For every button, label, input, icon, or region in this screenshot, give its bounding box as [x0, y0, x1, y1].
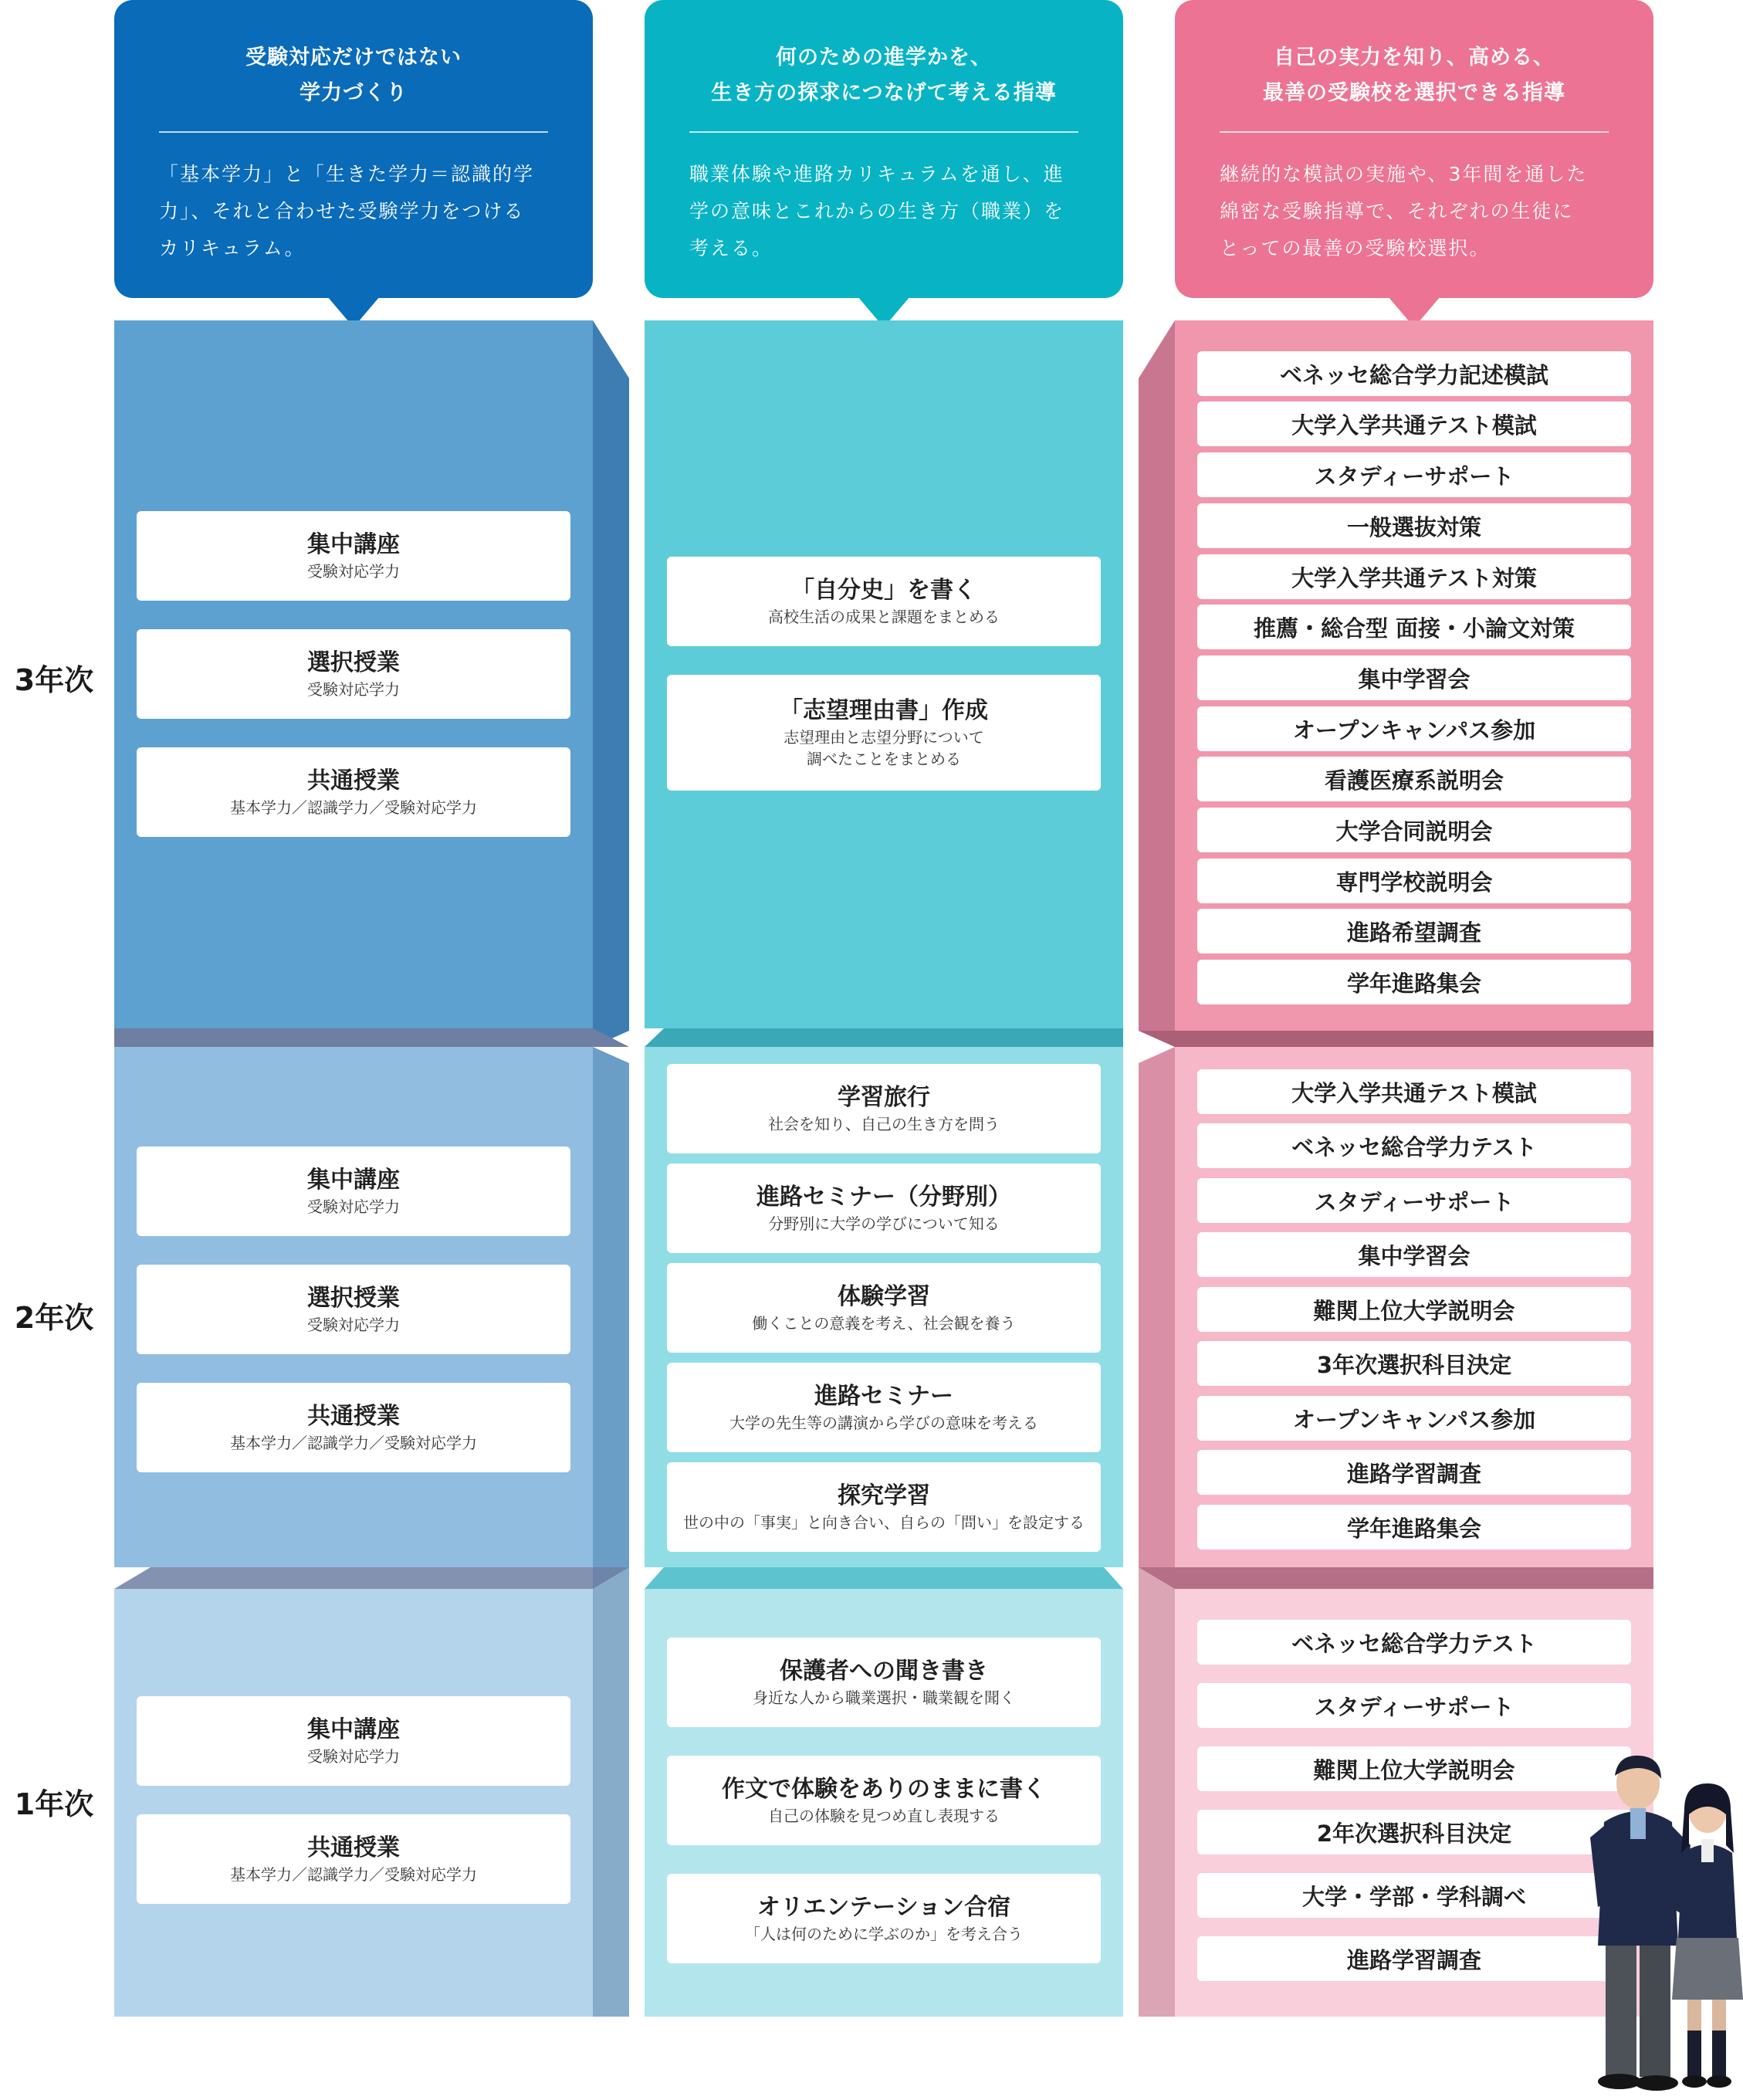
col3-y3-item-6: 推薦・総合型 面接・小論文対策 — [1197, 605, 1631, 649]
item-subtitle-2: 調べたことをまとめる — [807, 750, 961, 768]
col1-y2-item-2 — [137, 1265, 570, 1354]
item-subtitle: 基本学力／認識学力／受験対応学力 — [230, 1434, 477, 1452]
boy-figure — [1590, 1756, 1691, 2091]
col3-y2-item-5: 難関上位大学説明会 — [1197, 1287, 1631, 1332]
item-title: 作文で体験をありのままに書く — [722, 1776, 1046, 1803]
col3-y1-item-3: 難関上位大学説明会 — [1197, 1746, 1631, 1791]
item-title: 共通授業 — [307, 1403, 400, 1430]
col3-y2-item-2: ベネッセ総合学力テスト — [1197, 1123, 1631, 1168]
col3-y3-item-5: 大学入学共通テスト対策 — [1197, 554, 1631, 599]
item-title: 共通授業 — [307, 767, 400, 794]
col3-y2-item-3: スタディーサポート — [1197, 1178, 1631, 1223]
col2-y3-item-2 — [667, 675, 1101, 791]
col3-y2-item-8: 進路学習調査 — [1197, 1450, 1631, 1495]
col1-y1-item-2 — [137, 1814, 570, 1904]
item-title: 選択授業 — [307, 649, 400, 676]
col1-y3-item-2 — [137, 629, 570, 719]
students-illustration — [1575, 1753, 1743, 2100]
item-title: 集中講座 — [307, 1167, 400, 1194]
header-col3-title-2: 最善の受験校を選択できる指導 — [1263, 81, 1565, 105]
item-title: 「自分史」を書く — [791, 577, 976, 604]
col2-y2-item-3 — [667, 1263, 1101, 1353]
col2-y3-item-1 — [667, 557, 1101, 646]
item-subtitle: 受験対応学力 — [307, 1316, 400, 1334]
col2-y2-item-1 — [667, 1064, 1101, 1153]
item-title: 体験学習 — [838, 1283, 930, 1310]
col3-y3-item-4: 一般選抜対策 — [1197, 503, 1631, 548]
header-col2-desc-3: 考える。 — [689, 237, 773, 259]
col3-y3-item-13: 学年進路集会 — [1197, 960, 1631, 1004]
col3-y3-item-3: スタディーサポート — [1197, 452, 1631, 497]
col2-y2-item-5 — [667, 1462, 1101, 1552]
item-title: 「志望理由書」作成 — [780, 697, 988, 724]
header-col1-desc-2: 力」、それと合わせた受験学力をつける — [159, 200, 525, 222]
header-col1-title-1: 受験対応だけではない — [245, 46, 462, 69]
col2-y2-item-4 — [667, 1363, 1101, 1452]
col3-y1-item-1: ベネッセ総合学力テスト — [1197, 1620, 1631, 1665]
header-col2-desc-2: 学の意味とこれからの生き方（職業）を — [689, 200, 1065, 222]
header-col1-desc-3: カリキュラム。 — [159, 237, 306, 259]
col1-y1-item-1 — [137, 1696, 570, 1786]
col3-y3-item-1: ベネッセ総合学力記述模試 — [1197, 351, 1631, 396]
item-title: 進路セミナー（分野別） — [756, 1184, 1011, 1211]
item-title: 集中講座 — [307, 531, 400, 558]
item-subtitle: 受験対応学力 — [307, 680, 400, 699]
item-title: 進路セミナー — [814, 1383, 953, 1410]
item-subtitle: 働くことの意義を考え、社会観を養う — [752, 1314, 1016, 1333]
year-label-3: 3年次 — [14, 663, 94, 697]
item-subtitle: 大学の先生等の講演から学びの意味を考える — [729, 1414, 1038, 1432]
header-col3-title-1: 自己の実力を知り、高める、 — [1274, 46, 1555, 69]
col1-y2-item-3 — [137, 1383, 570, 1472]
year-label-2: 2年次 — [14, 1301, 94, 1335]
col3-y1-item-4: 2年次選択科目決定 — [1197, 1810, 1631, 1854]
header-col1-title-2: 学力づくり — [300, 81, 408, 105]
item-subtitle: 社会を知り、自己の生き方を問う — [768, 1115, 1000, 1133]
col3-y3-item-9: 看護医療系説明会 — [1197, 757, 1631, 801]
col1-y3-item-1 — [137, 511, 570, 601]
col2-y1-item-2 — [667, 1756, 1101, 1845]
item-subtitle: 分野別に大学の学びについて知る — [768, 1214, 1000, 1233]
item-subtitle: 自己の体験を見つめ直し表現する — [768, 1807, 1000, 1825]
header-col2-desc-1: 職業体験や進路カリキュラムを通し、進 — [689, 163, 1064, 185]
col3-y3-item-7: 集中学習会 — [1197, 655, 1631, 700]
col3-y3-item-12: 進路希望調査 — [1197, 909, 1631, 953]
header-col3-desc-1: 継続的な模試の実施や、3年間を通した — [1220, 163, 1588, 185]
col3-y2-item-9: 学年進路集会 — [1197, 1505, 1631, 1550]
girl-figure — [1672, 1783, 1743, 2088]
item-subtitle: 受験対応学力 — [307, 1197, 400, 1216]
year-label-1: 1年次 — [14, 1787, 94, 1821]
item-subtitle: 志望理由と志望分野について — [784, 728, 984, 747]
col3-y3-item-8: オープンキャンパス参加 — [1197, 706, 1631, 751]
col2-y1-item-3 — [667, 1874, 1101, 1963]
col2-y1-item-1 — [667, 1638, 1101, 1727]
item-title: 保護者への聞き書き — [780, 1658, 988, 1685]
col1-y3-item-3 — [137, 747, 570, 837]
header-col3-desc-2: 綿密な受験指導で、それぞれの生徒に — [1220, 200, 1574, 222]
col1-y2-item-1 — [137, 1147, 570, 1236]
item-title: 探究学習 — [838, 1482, 930, 1509]
header-col3-desc-3: とっての最善の受験校選択。 — [1220, 237, 1491, 259]
item-title: 集中講座 — [307, 1716, 400, 1743]
item-subtitle: 高校生活の成果と課題をまとめる — [768, 608, 1000, 626]
col3-y1-item-5: 大学・学部・学科調べ — [1197, 1873, 1631, 1918]
item-subtitle: 基本学力／認識学力／受験対応学力 — [230, 798, 477, 817]
header-col2-title-1: 何のための進学かを、 — [776, 46, 992, 69]
col1-year1-block — [114, 1589, 593, 2017]
col2-y2-item-2 — [667, 1163, 1101, 1253]
item-subtitle: 受験対応学力 — [307, 562, 400, 581]
item-subtitle: 「人は何のために学ぶのか」を考え合う — [745, 1925, 1023, 1943]
item-title: 選択授業 — [307, 1285, 400, 1312]
col3-y1-item-2: スタディーサポート — [1197, 1683, 1631, 1728]
header-col2-title-2: 生き方の探求につなげて考える指導 — [711, 81, 1057, 105]
item-title: 共通授業 — [307, 1834, 400, 1861]
header-col1-desc-1: 「基本学力」と「生きた学力＝認識的学 — [159, 163, 535, 185]
col3-y2-item-4: 集中学習会 — [1197, 1232, 1631, 1277]
col3-y2-item-6: 3年次選択科目決定 — [1197, 1341, 1631, 1386]
col3-y3-item-11: 専門学校説明会 — [1197, 859, 1631, 903]
col3-y3-item-2: 大学入学共通テスト模試 — [1197, 401, 1631, 446]
item-subtitle: 基本学力／認識学力／受験対応学力 — [230, 1865, 477, 1884]
item-subtitle: 世の中の「事実」と向き合い、自らの「問い」を設定する — [683, 1513, 1085, 1532]
item-title: 学習旅行 — [838, 1084, 930, 1111]
item-subtitle: 身近な人から職業選択・職業観を聞く — [753, 1688, 1015, 1707]
item-subtitle: 受験対応学力 — [307, 1747, 400, 1766]
col3-y2-item-7: オープンキャンパス参加 — [1197, 1396, 1631, 1441]
item-title: オリエンテーション合宿 — [756, 1894, 1011, 1921]
col3-y2-item-1: 大学入学共通テスト模試 — [1197, 1069, 1631, 1114]
col3-y3-item-10: 大学合同説明会 — [1197, 808, 1631, 852]
col3-y1-item-6: 進路学習調査 — [1197, 1936, 1631, 1981]
